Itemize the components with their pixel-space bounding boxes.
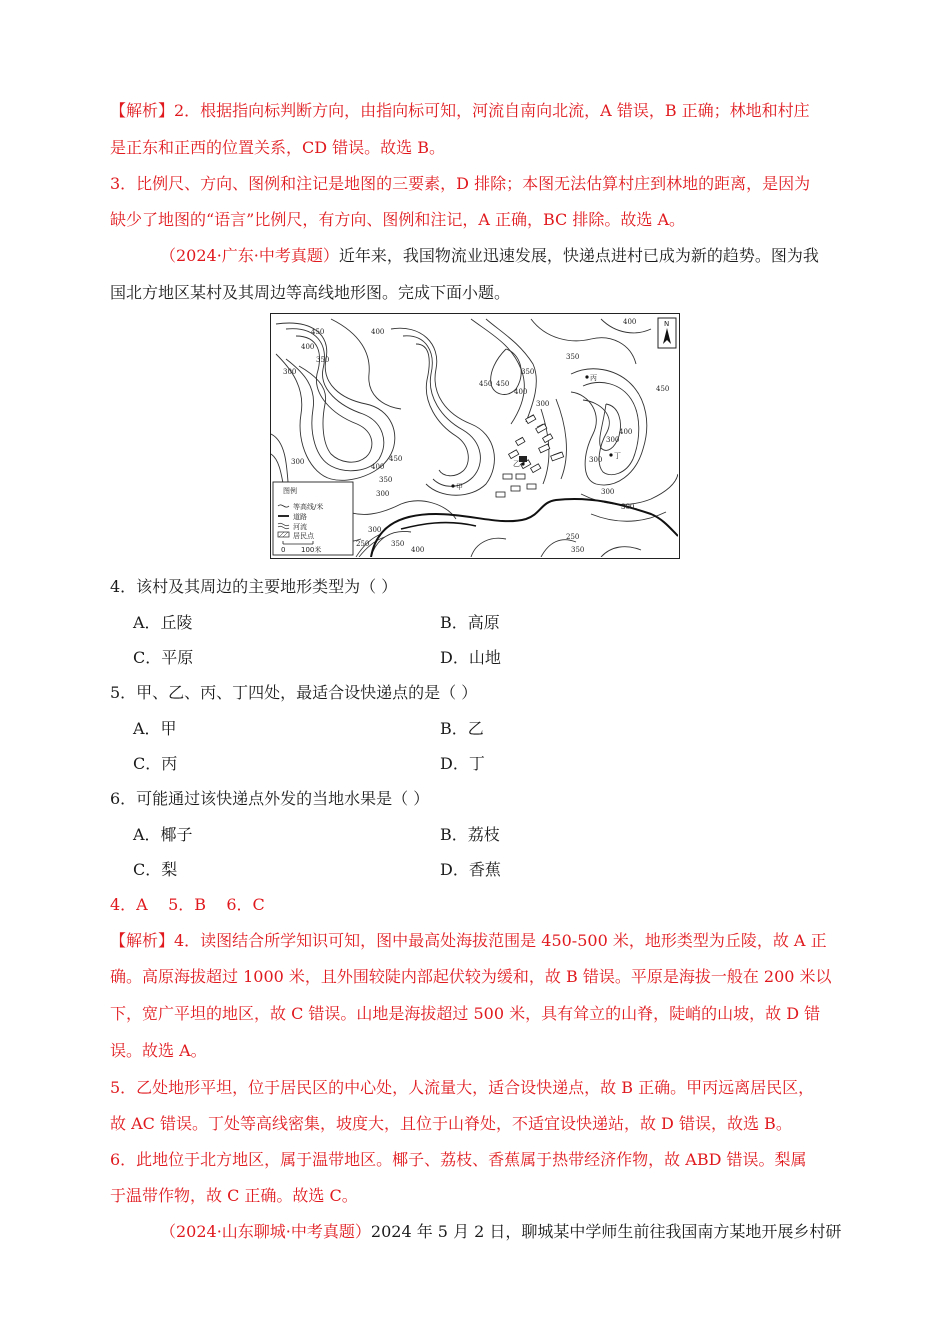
contour-label: 300	[606, 436, 620, 444]
q4-option-a[interactable]: A．丘陵	[133, 613, 193, 632]
place-ding: 丁	[614, 452, 621, 460]
next-intro	[160, 1221, 840, 1243]
q6-option-c[interactable]: C．梨	[133, 860, 178, 879]
contour-label: 300	[536, 400, 550, 408]
q5-option-d[interactable]: D．丁	[440, 754, 485, 773]
contour-label: 400	[371, 328, 385, 336]
contour-label: 400	[514, 388, 528, 396]
contour-label: 300	[368, 526, 382, 534]
analysis-line-4: 误。故选 A。	[110, 1041, 207, 1060]
contour-label: 350	[391, 540, 405, 548]
q6-option-b[interactable]: B．荔枝	[440, 825, 500, 844]
analysis-line-1: 【解析】4．读图结合所学知识可知，图中最高处海拔范围是 450-500 米，地形类型为丘陵，故 A 正	[110, 931, 827, 950]
prev-analysis-line-1: 【解析】2．根据指向标判断方向，由指向标可知，河流自南向北流，A 错误，B 正确；林地和村庄	[110, 101, 810, 120]
legend-road: 道路	[293, 513, 307, 521]
contour-label: 300	[601, 488, 615, 496]
analysis-line-6: 故 AC 错误。丁处等高线密集，坡度大，且位于山脊处，不适宜设快递站，故 D 错误，故选 B。	[110, 1114, 792, 1133]
legend-contour: 等高线/米	[293, 503, 324, 511]
question-4-stem: 4．该村及其周边的主要地形类型为（ ）	[110, 577, 398, 596]
contour-label: 350	[521, 368, 535, 376]
q4-option-b[interactable]: B．高原	[440, 613, 500, 632]
place-yi: 乙	[513, 460, 520, 468]
question-6-stem: 6．可能通过该快递点外发的当地水果是（ ）	[110, 789, 430, 808]
prev-analysis-line-3: 3．比例尺、方向、图例和注记是地图的三要素，D 排除；本图无法估算村庄到林地的距离，是因为	[110, 174, 811, 193]
contour-label: 350	[566, 353, 580, 361]
q6-option-a[interactable]: A．椰子	[133, 825, 193, 844]
q4-option-d[interactable]: D．山地	[440, 648, 501, 667]
contour-label: 300	[376, 490, 390, 498]
prev-analysis-line-4: 缺少了地图的“语言”比例尺，有方向、图例和注记，A 正确，BC 排除。故选 A。	[110, 210, 686, 229]
contour-label: 400	[411, 546, 425, 554]
contour-label: 450	[496, 380, 510, 388]
legend-scale-length: 100米	[301, 546, 322, 554]
place-bing: 丙	[590, 374, 597, 382]
legend-settlement: 居民点	[293, 532, 314, 540]
contour-label: 400	[301, 343, 315, 351]
contour-label: 450	[656, 385, 670, 393]
contour-label: 350	[316, 356, 330, 364]
legend-title: 图例	[283, 487, 297, 495]
contour-label: 250	[356, 540, 370, 548]
legend-river: 河流	[293, 523, 307, 531]
next-text: 2024 年 5 月 2 日，聊城某中学师生前往我国南方某地开展乡村研	[370, 1222, 842, 1241]
contour-label: 300	[283, 368, 297, 376]
contour-map	[270, 313, 680, 559]
question-5-stem: 5．甲、乙、丙、丁四处，最适合设快递点的是（ ）	[110, 683, 478, 702]
contour-map-svg	[271, 314, 678, 557]
q4-option-c[interactable]: C．平原	[133, 648, 194, 667]
intro-text-1: 近年来，我国物流业迅速发展，快递点进村已成为新的趋势。图为我	[338, 246, 819, 265]
contour-label: 450	[389, 455, 403, 463]
place-jia: 甲	[456, 483, 463, 491]
contour-label: 400	[619, 428, 633, 436]
contour-label: 400	[623, 318, 637, 326]
contour-label: 400	[371, 463, 385, 471]
q6-option-d[interactable]: D．香蕉	[440, 860, 501, 879]
contour-label: 350	[379, 476, 393, 484]
contour-label: 300	[621, 503, 635, 511]
q5-option-a[interactable]: A．甲	[133, 719, 177, 738]
analysis-line-2: 确。高原海拔超过 1000 米，且外围较陡内部起伏较为缓和，故 B 错误。平原是海拔一般在 200 米以	[110, 967, 832, 986]
intro-source: （2024·广东·中考真题）	[160, 246, 339, 265]
contour-label: 450	[479, 380, 493, 388]
analysis-line-3: 下，宽广平坦的地区，故 C 错误。山地是海拔超过 500 米，具有耸立的山脊，陡峭的山坡，故 D 错	[110, 1004, 821, 1023]
intro-paragraph	[160, 245, 840, 267]
answers-line: 4．A 5．B 6．C	[110, 895, 265, 914]
north-label: N	[664, 320, 670, 328]
analysis-line-8: 于温带作物，故 C 正确。故选 C。	[110, 1186, 358, 1205]
contour-label: 450	[311, 328, 325, 336]
legend-scale-zero: 0	[281, 546, 286, 554]
contour-label: 350	[571, 546, 585, 554]
contour-label: 300	[589, 456, 603, 464]
analysis-line-5: 5．乙处地形平坦，位于居民区的中心处，人流量大，适合设快递点，故 B 正确。甲丙远离居民区，	[110, 1078, 815, 1097]
analysis-line-7: 6．此地位于北方地区，属于温带地区。椰子、荔枝、香蕉属于热带经济作物，故 ABD 错误。梨属	[110, 1150, 807, 1169]
contour-label: 300	[291, 458, 305, 466]
q5-option-c[interactable]: C．丙	[133, 754, 178, 773]
prev-analysis-line-2: 是正东和正西的位置关系，CD 错误。故选 B。	[110, 138, 446, 157]
next-source: （2024·山东聊城·中考真题）	[160, 1222, 371, 1241]
q5-option-b[interactable]: B．乙	[440, 719, 484, 738]
contour-label: 250	[566, 533, 580, 541]
intro-text-2: 国北方地区某村及其周边等高线地形图。完成下面小题。	[110, 283, 511, 302]
